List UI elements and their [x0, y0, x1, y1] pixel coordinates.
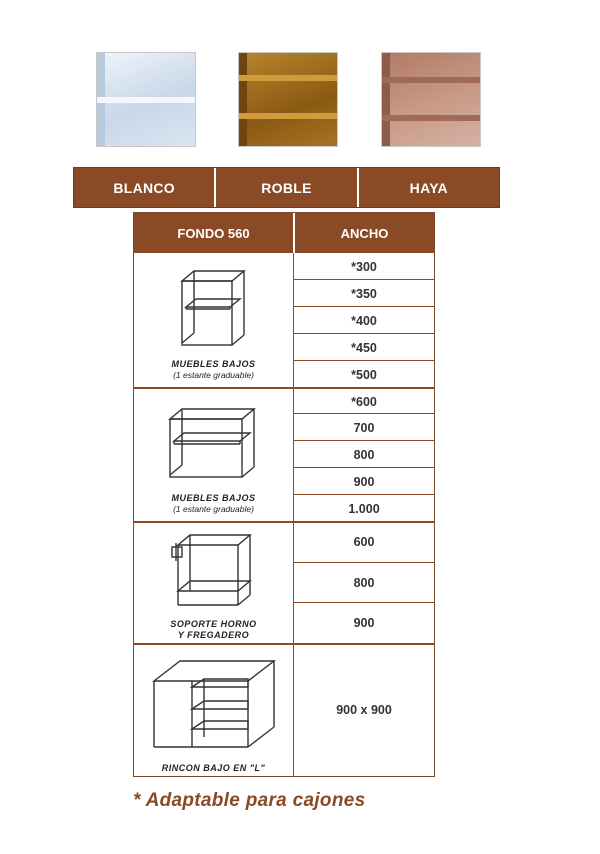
color-label-roble: ROBLE: [214, 168, 356, 207]
group-1-subtitle: (1 estante graduable): [173, 370, 254, 380]
width-cell: 900: [353, 475, 375, 489]
color-label-blanco: BLANCO: [113, 179, 175, 196]
color-bar: [73, 167, 500, 208]
width-cell: *600: [351, 395, 377, 409]
table-header: [134, 213, 434, 253]
swatch-blanco: [96, 52, 196, 147]
cabinet-icon-low: [172, 267, 252, 349]
footnote: * Adaptable para cajones: [133, 790, 366, 811]
group-2-subtitle: (1 estante graduable): [173, 504, 254, 514]
width-cell: *400: [351, 314, 377, 328]
group-label-1: [134, 359, 293, 381]
group-separator: [134, 643, 434, 645]
width-cell: *450: [351, 341, 377, 355]
group-separator: [134, 387, 434, 389]
width-cell: 700: [353, 421, 375, 435]
oven-support-icon: [170, 531, 258, 613]
swatch-roble: [238, 52, 338, 147]
group-4-title: RINCON BAJO EN "L": [161, 763, 266, 773]
group-label-3: [134, 619, 293, 641]
swatch-haya: [381, 52, 481, 147]
group-separator: [134, 521, 434, 523]
cabinet-icon-wide: [164, 405, 264, 481]
header-ancho: ANCHO: [293, 213, 434, 253]
group-label-4: [134, 763, 293, 774]
width-cell: *300: [351, 260, 377, 274]
width-cell: 600: [353, 535, 375, 549]
dimensions-table: [133, 212, 435, 777]
group-2-title: MUEBLES BAJOS: [171, 493, 256, 503]
width-cell: *500: [351, 368, 377, 382]
width-cell: *350: [351, 287, 377, 301]
group-1-title: MUEBLES BAJOS: [171, 359, 256, 369]
width-cell: 900: [353, 616, 375, 630]
corner-cabinet-icon: [150, 657, 278, 753]
width-cell: 1.000: [348, 502, 380, 516]
width-cell: 800: [353, 448, 375, 462]
group-3-title: SOPORTE HORNO: [170, 619, 257, 629]
width-cell: 900 x 900: [336, 703, 392, 717]
width-cell: 800: [353, 576, 375, 590]
header-fondo: FONDO 560: [177, 225, 250, 241]
color-label-haya: HAYA: [357, 168, 499, 207]
group-3-subtitle: Y FREGADERO: [177, 630, 250, 640]
group-label-2: [134, 493, 293, 515]
